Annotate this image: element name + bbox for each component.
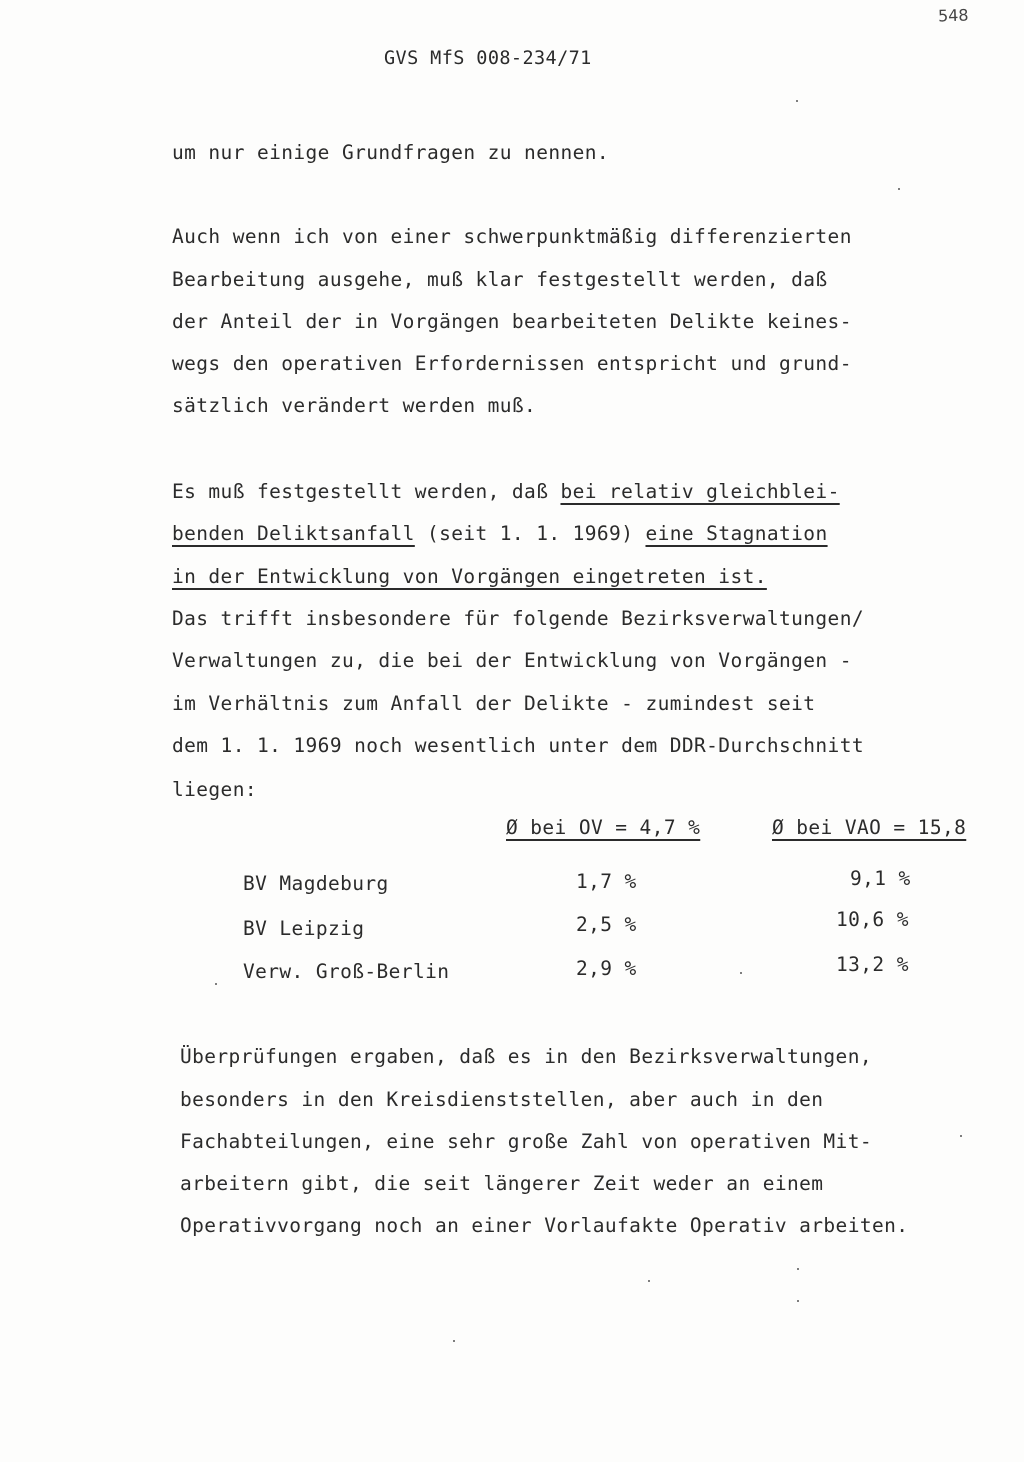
closing-line-2: besonders in den Kreisdienststellen, aber auch in den bbox=[180, 1088, 824, 1111]
underlined-phrase-2: benden Deliktsanfall bbox=[172, 522, 415, 545]
table-row-3-vao: 13,2 % bbox=[836, 953, 909, 976]
text-line-6: sätzlich verändert werden muß. bbox=[172, 394, 537, 417]
text-line-1: um nur einige Grundfragen zu nennen. bbox=[172, 141, 610, 164]
classification-header: GVS MfS 008-234/71 bbox=[384, 48, 592, 69]
table-row-1-name: BV Magdeburg bbox=[243, 872, 389, 895]
table-row-1-vao: 9,1 % bbox=[850, 867, 911, 890]
scan-speck bbox=[960, 1135, 962, 1137]
text-line-14: liegen: bbox=[172, 778, 257, 801]
closing-line-4: arbeitern gibt, die seit längerer Zeit weder an einem bbox=[180, 1172, 824, 1195]
scan-speck bbox=[740, 972, 742, 974]
text-line-8 bbox=[172, 524, 828, 544]
closing-line-1: Überprüfungen ergaben, daß es in den Bezirksverwaltungen, bbox=[180, 1045, 872, 1068]
scan-speck bbox=[797, 1300, 799, 1302]
text-line-8-middle: (seit 1. 1. 1969) bbox=[414, 522, 646, 545]
text-line-11: Verwaltungen zu, die bei der Entwicklung von Vorgängen - bbox=[172, 649, 852, 672]
closing-line-3: Fachabteilungen, eine sehr große Zahl von operativen Mit- bbox=[180, 1130, 872, 1153]
table-row-3-name: Verw. Groß-Berlin bbox=[243, 960, 450, 983]
table-row-2-vao: 10,6 % bbox=[836, 908, 909, 931]
text-line-2: Auch wenn ich von einer schwerpunktmäßig differenzierten bbox=[172, 225, 852, 248]
table-header-ov: Ø bei OV = 4,7 % bbox=[506, 816, 701, 839]
text-line-3: Bearbeitung ausgehe, muß klar festgestellt werden, daß bbox=[172, 268, 828, 291]
text-line-4: der Anteil der in Vorgängen bearbeiteten Delikte keines- bbox=[172, 310, 852, 333]
table-row-3-ov: 2,9 % bbox=[576, 957, 637, 980]
text-line-5: wegs den operativen Erfordernissen entspricht und grund- bbox=[172, 352, 852, 375]
scan-speck bbox=[215, 983, 217, 985]
scan-speck bbox=[453, 1340, 455, 1342]
text-line-7-start: Es muß festgestellt werden, daß bbox=[172, 480, 561, 503]
scan-speck bbox=[797, 1268, 799, 1270]
scan-speck bbox=[796, 100, 798, 102]
closing-line-5: Operativvorgang noch an einer Vorlaufakte Operativ arbeiten. bbox=[180, 1214, 909, 1237]
scan-speck bbox=[898, 188, 900, 190]
page-number: 548 bbox=[937, 5, 969, 26]
text-line-7 bbox=[172, 482, 840, 502]
text-line-9: in der Entwicklung von Vorgängen eingetreten ist. bbox=[172, 565, 767, 588]
table-row-2-ov: 2,5 % bbox=[576, 913, 637, 936]
table-row-1-ov: 1,7 % bbox=[576, 870, 637, 893]
text-line-12: im Verhältnis zum Anfall der Delikte - zumindest seit bbox=[172, 692, 816, 715]
underlined-phrase-3: eine Stagnation bbox=[645, 522, 828, 545]
scan-speck bbox=[648, 1280, 650, 1282]
text-line-10: Das trifft insbesondere für folgende Bezirksverwaltungen/ bbox=[172, 607, 864, 630]
table-row-2-name: BV Leipzig bbox=[243, 917, 365, 940]
underlined-phrase-1: bei relativ gleichblei- bbox=[560, 480, 840, 503]
table-header-vao: Ø bei VAO = 15,8 bbox=[772, 816, 967, 839]
text-line-13: dem 1. 1. 1969 noch wesentlich unter dem DDR-Durchschnitt bbox=[172, 734, 864, 757]
